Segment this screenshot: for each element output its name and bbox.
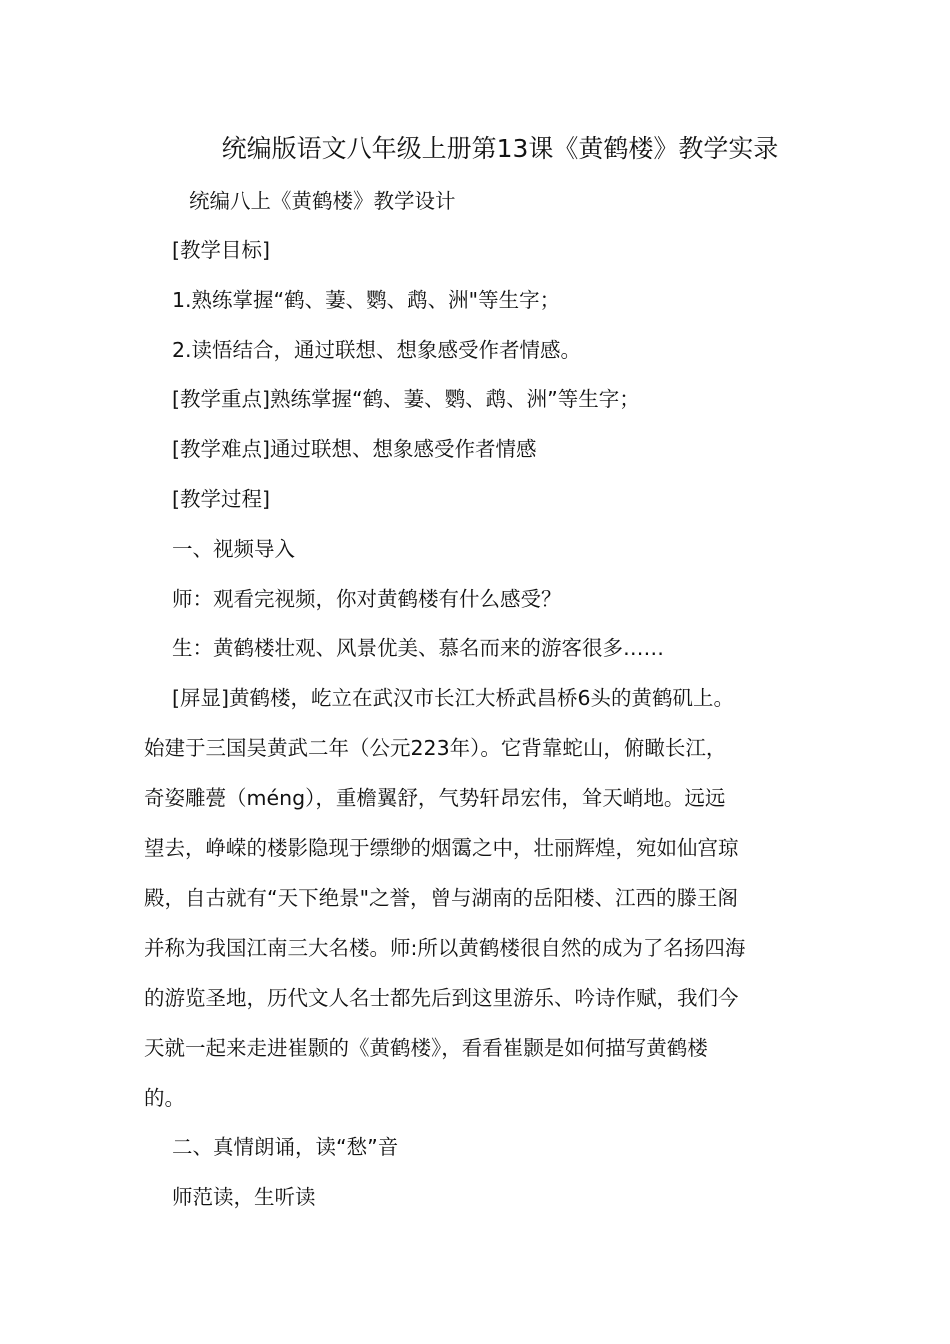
paragraph-line: 殿，自古就有“天下绝景"之誉，曾与湖南的岳阳楼、江西的滕王阁	[144, 886, 739, 910]
paragraph-line: [屏显]黄鹤楼，屹立在武汉市长江大桥武昌桥6头的黄鹤矶上。	[172, 686, 735, 710]
section-heading-process: [教学过程]	[172, 487, 270, 511]
recitation-instruction: 师范读，生听读	[172, 1185, 316, 1209]
paragraph-line: 天就一起来走进崔颢的《黄鹤楼》，看看崔颢是如何描写黄鹤楼	[144, 1036, 708, 1060]
screen-display-paragraph	[144, 683, 808, 1133]
student-answer: 生：黄鹤楼壮观、风景优美、慕名而来的游客很多……	[172, 636, 664, 660]
paragraph-line: 望去，峥嵘的楼影隐现于缥缈的烟霭之中，壮丽辉煌，宛如仙宫琼	[144, 836, 739, 860]
paragraph-line: 的。	[144, 1086, 185, 1110]
teaching-focus: [教学重点]熟练掌握“鹤、萋、鹦、鹉、洲”等生字；	[172, 387, 640, 411]
document-title: 统编版语文八年级上册第13课《黄鹤楼》教学实录	[221, 134, 779, 163]
objective-item-1: 1.熟练掌握“鹤、萋、鹦、鹉、洲"等生字；	[172, 288, 561, 312]
step-heading-recitation: 二、真情朗诵，读“愁”音	[172, 1135, 399, 1159]
teacher-question: 师：观看完视频，你对黄鹤楼有什么感受？	[172, 587, 562, 611]
paragraph-line: 始建于三国吴黄武二年（公元223年）。它背靠蛇山，俯瞰长江，	[144, 736, 727, 760]
step-heading-video-intro: 一、视频导入	[172, 537, 295, 561]
paragraph-line: 奇姿雕甍（méng），重檐翼舒，气势轩昂宏伟，耸天峭地。远远	[144, 786, 726, 810]
section-heading-objectives: [教学目标]	[172, 238, 270, 262]
document-subtitle: 统编八上《黄鹤楼》教学设计	[189, 189, 456, 213]
paragraph-line: 的游览圣地，历代文人名士都先后到这里游乐、吟诗作赋，我们今	[144, 986, 739, 1010]
paragraph-line: 并称为我国江南三大名楼。师:所以黄鹤楼很自然的成为了名扬四海	[144, 936, 746, 960]
teaching-difficulty: [教学难点]通过联想、想象感受作者情感	[172, 437, 537, 461]
objective-item-2: 2.读悟结合，通过联想、想象感受作者情感。	[172, 338, 582, 362]
